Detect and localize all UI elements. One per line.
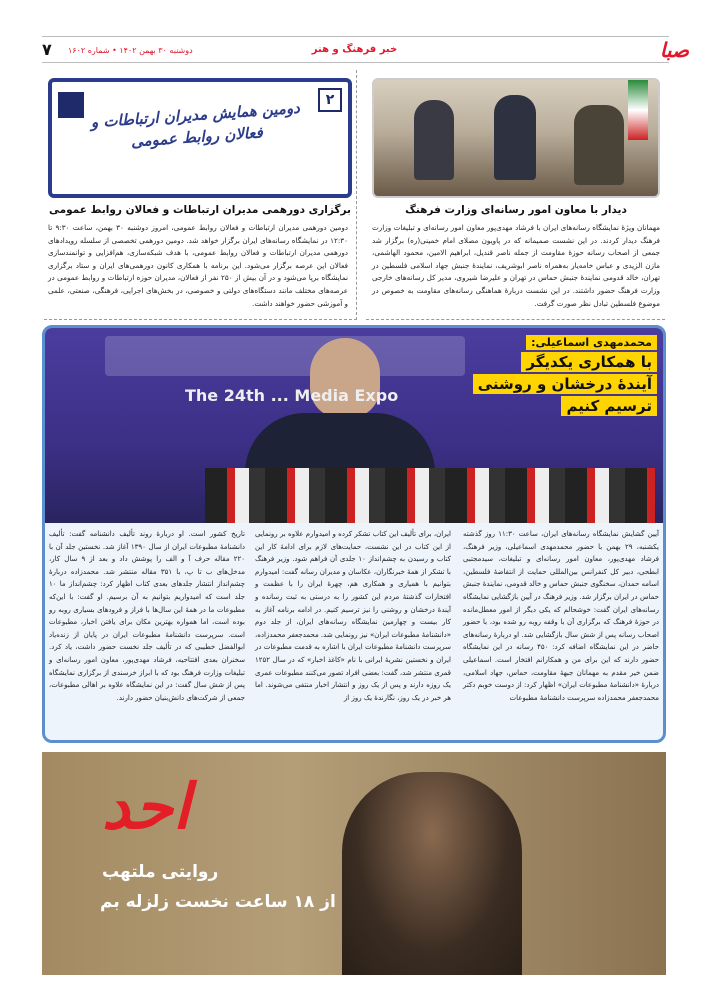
ad-subtitle: از ۱۸ ساعت نخست زلزله بم [100, 892, 336, 912]
header-rule-top [42, 36, 669, 37]
book-title-logo: احد [102, 770, 191, 843]
story-body: دومین دورهمی مدیران ارتباطات و فعالان روابط عمومی، امروز دوشنبه ۳۰ بهمن، ساعت ۹:۳۰ تا ۱۲:۳۰ در نمایشگاه رسانه‌های ایران برگزار خواهد شد. دومین دورهمی تخصصی از سلسله رویدادهای دورهمی مدیران ارتباطات و فعالان روابط عمومی، با هدف شبکه‌سازی، هم‌افزایی و توانمندسازی فعالان این عرصه برگزار می‌شود. این برنامه با همکاری کانون دورهمی‌های ایران و ستاد برگزاری نمایشگاه برپا می‌شود و در آن بیش از ۲۵۰ نفر از فعالان، مدیران حوزه ارتباطات و روابط عمومی در عرصه‌های مختلف مانند دستگاه‌های دولتی و خصوصی، در بخش‌های اجرایی، فرهنگی، صنعتی، علمی و آموزشی حضور خواهند داشت. [48, 223, 348, 308]
story-body: مهمانان ویژۀ نمایشگاه رسانه‌های ایران با فرشاد مهدی‌پور معاون امور رسانه‌ای و تبلیغات وزارت فرهنگ دیدار کردند. در این نشست صمیمانه که در پاویون مصلای امام خمینی(ره) برگزار شد جمعی از اصحاب رسانه حوزۀ مقاومت از جمله ناصر قندیل، ابراهیم الامین، محمود الهاشمی، مازن الزیدی و عباس خامه‌یار به‌همراه ناصر ابوشریف، نمایندۀ جنبش جهاد اسلامی فلسطین در تهران، خالد قدومی نمایندۀ جنبش حماس در تهران و علیرضا شیروی، مدیر کل رسانه‌های خارجی وزارت فرهنگ حضور داشتند. در این نشست دربارۀ هماهنگی رسانه‌های مقاومت به خصوص در موضوع فلسطین تبادل نظر صورت گرفت. [372, 223, 660, 308]
event-logo-icon [58, 92, 84, 118]
feature-column-2: ایران، برای تألیف این کتاب تشکر کرده و امیدوارم علاوه بر رونمایی از این کتاب در این نشست، حمایت‌های لازم برای ادامۀ کار این کتاب و رسیدن به چشم‌انداز ۱۰ جلدی آن فراهم شود. وزیر فرهنگ با تشکر از همۀ خبرنگاران، عکاسان و مدیران رسانه گفت: امیدوارم بتوانیم با همیاری و همکاری هم، چهرۀ ایران را با عظمت و افتخارات گذشتۀ مردم این کشور را به درستی به ثبت رسانده و آیندۀ درخشان و روشنی را نیز ترسیم کنیم. در ادامه برنامه آغاز به کار بیست و چهارمین نمایشگاه رسانه‌های ایران، از جلد دوم «دانشنامۀ مطبوعات ایران» نیز رونمایی شد. محمدجعفر محمدزاده، سرپرست دانشنامۀ مطبوعات ایران با اشاره به قدمت مطبوعات در ایران و نخستین نشریۀ ایرانی با نام «کاغذ اخبار» که در سال ۱۲۵۲ قمری منتشر شد، گفت: بعضی افراد تصور می‌کنند مطبوعات عمری یک روزه دارند و پس از یک روز و انتشار اخبار منتفی می‌شوند. اما هر خبر در یک روز، نگارندۀ یک روز از [255, 530, 451, 702]
feature-title-line: با همکاری یکدیگر [521, 352, 657, 372]
feature-column-1: آیین گشایش نمایشگاه رسانه‌های ایران، ساعت ۱۱:۳۰ روز گذشته یکشنبه، ۲۹ بهمن با حضور محمدمهدی اسماعیلی، وزیر فرهنگ، فرشاد مهدی‌پور، معاون امور رسانه‌ای و تبلیغات، سیدمجتبی ابطحی، دبیر کل کنفرانس بین‌المللی حمایت از انتفاضۀ فلسطین، اسامه حمدان، سخنگوی جنبش حماس و خالد قدومی، نمایندۀ جنبش حماس در ایران برگزار شد. وزیر فرهنگ در آیین بازگشایی نمایشگاه رسانه‌های ایران گفت: خوشحالم که یکی دیگر از امور معطل‌مانده در حوزۀ فرهنگ که برگزاری آن با وقفه روبه رو شده بود، با حضور اصحاب رسانه پس از شش سال بازگشایی شد. او دربارۀ رسانه‌های حاضر در این نمایشگاه اضافه کرد: ۴۵۰ رسانه در این نمایشگاه حضور دارند که این برای من و همکارانم افتخار است. اسماعیلی ضمن خیر مقدم به مهمانان جبهۀ مقاومت، حماس، جهاد اسلامی، دربارۀ «دانشنامۀ مطبوعات ایران» اظهار کرد: از دوست خوبم دکتر محمدجعفر محمدزاده سرپرست دانشنامۀ مطبوعات [463, 530, 660, 702]
ad-tagline: روایتی ملتهب [102, 862, 219, 882]
newspaper-logo: صبا [659, 38, 689, 62]
feature-title-line: ترسیم کنیم [561, 396, 657, 416]
portrait-photo [342, 772, 522, 975]
minister-photo [45, 328, 663, 523]
header-rule-bottom [42, 62, 669, 63]
feature-title-line: آیندۀ درخشان و روشنی [473, 374, 657, 394]
pr-meetup-graphic-text: دومین همایش مدیران ارتباطات و فعالان روابط عمومی [90, 98, 301, 151]
feature-article [42, 325, 666, 743]
number-badge: ۲ [318, 88, 342, 112]
banner-text: The 24th ... Media Expo [185, 386, 399, 405]
page-number: ۷ [42, 40, 52, 59]
dateline: دوشنبه ۳۰ بهمن ۱۴۰۲ • شماره ۱۶۰۲ [68, 46, 193, 55]
story-headline: دیدار با معاون امور رسانه‌ای وزارت فرهنگ [405, 204, 627, 216]
section-title: خبر فرهنگ و هنر [311, 44, 398, 55]
meeting-photo [372, 78, 660, 198]
pr-meetup-graphic [48, 78, 352, 198]
feature-kicker: محمدمهدی اسماعیلی: [526, 335, 657, 350]
book-advertisement [42, 752, 666, 975]
story-headline: برگزاری دورهمی مدیران ارتباطات و فعالان روابط عمومی [49, 204, 351, 216]
feature-column-3: تاریخ کشور است. او دربارۀ روند تألیف دانشنامه گفت: تألیف دانشنامۀ مطبوعات ایران از سال ۱۳۹۰ آغاز شد. نخستین جلد آن با ۲۲۰ مقاله حرف آ و الف را پوشش داد و بعد از ۹ سال کار، مدخل‌های ب تا پ، با ۳۵۱ مقاله منتشر شد. محمدزاده دربارۀ چشم‌انداز انتشار جلدهای بعدی کتاب اظهار کرد: چشم‌انداز ما ۱۰ جلد است که امیدواریم بتوانیم به آن برسیم. او گفت: با این‌که مطبوعات ما در همۀ این سال‌ها با فراز و فرودهای بسیاری روبه رو بوده است، اما همواره بهترین مکان برای یافتن اخبار، مطبوعات است. سرپرست دانشنامۀ مطبوعات ایران در پایان از زنده‌یاد ابوالفضل خطیبی که در تألیف جلد نخست حضور داشت، یاد کرد. سخنران بعدی افتتاحیه، فرشاد مهدی‌پور، معاون امور رسانه‌ای و تبلیغات وزارت فرهنگ بود که با ابراز خرسندی از برگزاری نمایشگاه پس از شش سال گفت: در این نمایشگاه علاوه بر اهالی مطبوعات، جمعی از شرکت‌های دانش‌بنیان حضور دارند. [49, 530, 246, 702]
